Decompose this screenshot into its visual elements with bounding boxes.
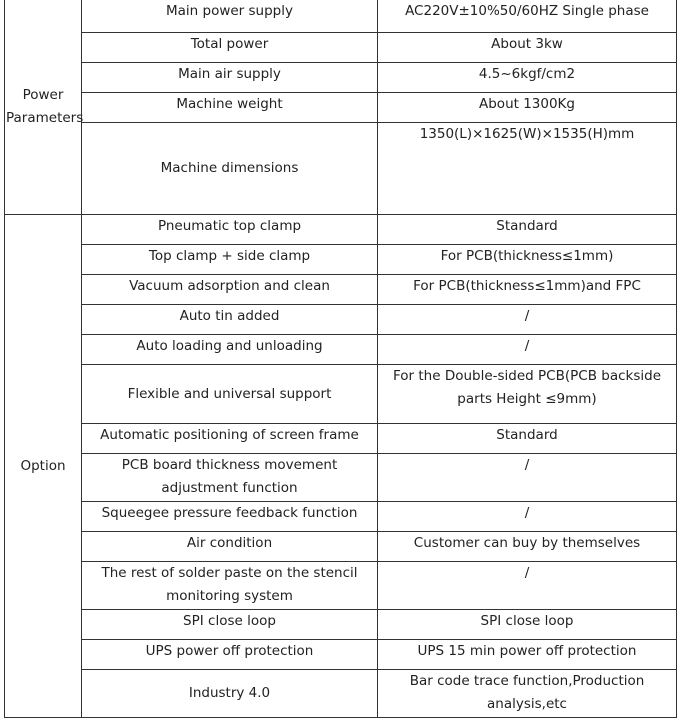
row-label: Machine weight xyxy=(82,93,378,123)
row-label: Air condition xyxy=(82,532,378,562)
row-label: Machine dimensions xyxy=(82,123,378,215)
row-label: Main power supply xyxy=(82,0,378,33)
table-row xyxy=(5,93,677,123)
row-value: / xyxy=(378,454,677,502)
row-label: Top clamp + side clamp xyxy=(82,245,378,275)
row-label: Flexible and universal support xyxy=(82,365,378,424)
row-label: PCB board thickness movement adjustment function xyxy=(82,454,378,502)
table-row xyxy=(5,670,677,718)
table-row xyxy=(5,502,677,532)
table-row xyxy=(5,454,677,502)
table-row xyxy=(5,123,677,215)
table-row xyxy=(5,532,677,562)
row-label: Auto loading and unloading xyxy=(82,335,378,365)
row-label: Main air supply xyxy=(82,63,378,93)
row-value: / xyxy=(378,335,677,365)
row-value: 4.5~6kgf/cm2 xyxy=(378,63,677,93)
table-row xyxy=(5,640,677,670)
row-label: The rest of solder paste on the stencil monitoring system xyxy=(82,562,378,610)
row-value: For the Double-sided PCB(PCB backside parts Height ≤9mm) xyxy=(378,365,677,424)
row-value: / xyxy=(378,502,677,532)
table-row xyxy=(5,365,677,424)
table-row xyxy=(5,610,677,640)
row-label: Total power xyxy=(82,33,378,63)
row-value: Customer can buy by themselves xyxy=(378,532,677,562)
table-row xyxy=(5,562,677,610)
row-value: About 3kw xyxy=(378,33,677,63)
row-value: Standard xyxy=(378,424,677,454)
row-value: SPI close loop xyxy=(378,610,677,640)
row-value: / xyxy=(378,305,677,335)
row-label: Automatic positioning of screen frame xyxy=(82,424,378,454)
row-label: UPS power off protection xyxy=(82,640,378,670)
spec-table xyxy=(4,0,677,718)
table-row xyxy=(5,275,677,305)
row-value: Bar code trace function,Production analysis,etc xyxy=(378,670,677,718)
row-label: SPI close loop xyxy=(82,610,378,640)
row-value: UPS 15 min power off protection xyxy=(378,640,677,670)
row-label: Pneumatic top clamp xyxy=(82,215,378,245)
row-value: About 1300Kg xyxy=(378,93,677,123)
row-value: / xyxy=(378,562,677,610)
row-label: Industry 4.0 xyxy=(82,670,378,718)
row-value: For PCB(thickness≤1mm)and FPC xyxy=(378,275,677,305)
table-row xyxy=(5,305,677,335)
table-row xyxy=(5,335,677,365)
row-label: Vacuum adsorption and clean xyxy=(82,275,378,305)
table-row xyxy=(5,63,677,93)
table-row xyxy=(5,245,677,275)
table-row xyxy=(5,424,677,454)
category-cell-option: Option xyxy=(5,215,82,718)
table-row xyxy=(5,0,677,33)
table-row xyxy=(5,33,677,63)
category-cell-power: Power Parameters xyxy=(5,0,82,215)
row-label: Auto tin added xyxy=(82,305,378,335)
row-label: Squeegee pressure feedback function xyxy=(82,502,378,532)
row-value: Standard xyxy=(378,215,677,245)
row-value: For PCB(thickness≤1mm) xyxy=(378,245,677,275)
row-value: AC220V±10%50/60HZ Single phase xyxy=(378,0,677,33)
row-value: 1350(L)×1625(W)×1535(H)mm xyxy=(378,123,677,215)
table-row xyxy=(5,215,677,245)
